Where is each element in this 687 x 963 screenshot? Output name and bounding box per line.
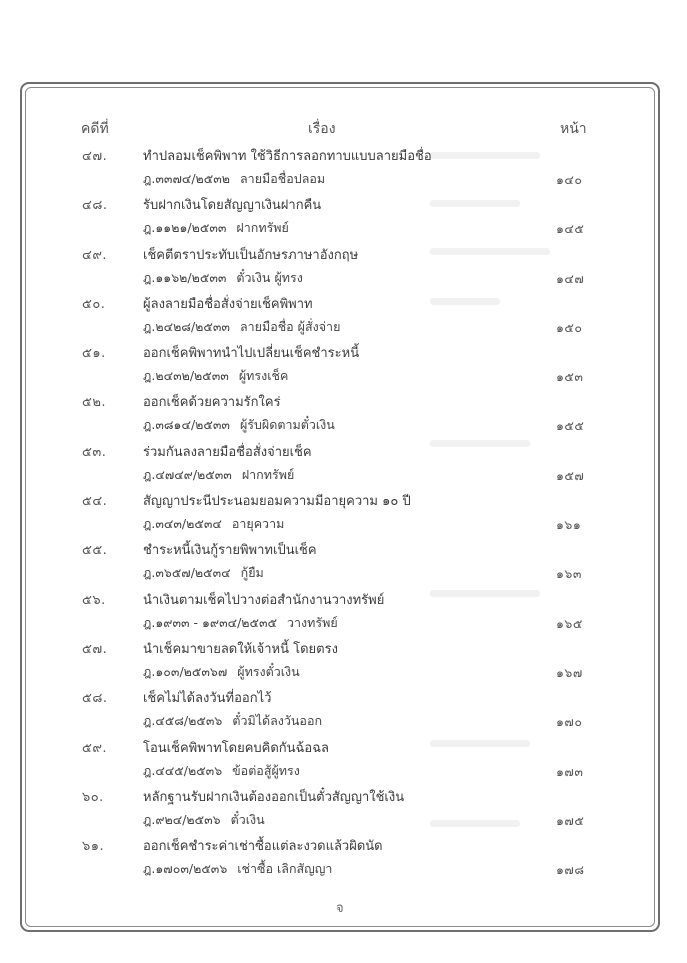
case-keywords: ผู้รับผิดตามตั๋วเงิน: [239, 417, 335, 433]
case-title: ชำระหนี้เงินกู้รายพิพาทเป็นเช็ค: [143, 543, 317, 559]
case-reference: [143, 415, 335, 435]
case-number: ๕๕.: [82, 543, 108, 559]
case-keywords: เช่าซื้อ เลิกสัญญา: [237, 861, 333, 877]
case-reference: [143, 711, 322, 731]
page-number: ๑๗๘: [556, 862, 585, 878]
decision-number: ฎ.๑๑๒๑/๒๕๓๓: [143, 220, 227, 236]
case-keywords: ผู้ทรงตั๋วเงิน: [237, 663, 300, 679]
case-reference: [143, 810, 265, 830]
decision-number: ฎ.๒๔๒๘/๒๕๓๓: [143, 318, 230, 334]
page-number: ๑๔๐: [556, 172, 583, 187]
case-title: หลักฐานรับฝากเงินต้องออกเป็นตั๋วสัญญาใช้เงิน: [143, 789, 405, 805]
toc-header: [0, 118, 687, 140]
case-title: ร่วมกันลงลายมือชื่อสั่งจ่ายเช็ค: [143, 444, 312, 460]
case-title: รับฝากเงินโดยสัญญาเงินฝากคืน: [143, 198, 322, 214]
page-number: ๑๖๗: [556, 664, 583, 680]
case-title: โอนเช็คพิพาทโดยคบคิดกันฉ้อฉล: [143, 740, 330, 756]
page-number: ๑๖๑: [556, 517, 582, 533]
toc-entry: [0, 638, 687, 687]
toc-entry: [0, 244, 687, 293]
toc-entry: [0, 391, 687, 440]
toc-entry: [0, 293, 687, 342]
page-number: ๑๕๓: [556, 369, 584, 385]
case-reference: [143, 613, 338, 633]
case-number: ๔๘.: [82, 198, 108, 214]
toc-entry: [0, 835, 687, 884]
decision-number: ฎ.๑๑๖๒/๒๕๓๓: [143, 269, 227, 285]
case-reference: [143, 218, 289, 238]
toc-entry: [0, 490, 687, 539]
page-number: ๑๕๐: [556, 319, 583, 335]
case-keywords: ผู้ทรงเช็ค: [238, 368, 289, 384]
page-column-header: หน้า: [560, 121, 587, 137]
footer-page-number: จ: [336, 901, 344, 916]
case-reference: [143, 169, 325, 189]
page-number: ๑๔๗: [556, 270, 585, 286]
case-keywords: อายุความ: [231, 516, 285, 532]
case-keywords: ลายมือชื่อปลอม: [240, 171, 326, 186]
case-number: ๔๗.: [82, 149, 108, 164]
case-keywords: วางทรัพย์: [287, 614, 338, 630]
page-number: ๑๕๗: [556, 467, 585, 483]
page-number: ๑๗๕: [556, 812, 585, 828]
case-reference: [143, 317, 340, 337]
decision-number: ฎ.๓๖๕๗/๒๕๓๔: [143, 565, 231, 581]
case-title: ออกเช็คชำระค่าเช่าซื้อแต่ละงวดแล้วผิดนัด: [143, 839, 383, 855]
toc-entries: [0, 145, 687, 884]
case-number: ๕๖.: [82, 592, 106, 608]
case-title: นำเงินตามเช็คไปวางต่อสำนักงานวางทรัพย์: [143, 592, 385, 608]
case-number: ๖๐.: [82, 789, 104, 805]
toc-entry: [0, 786, 687, 835]
toc-entry: [0, 145, 687, 194]
decision-number: ฎ.๑๙๓๓ - ๑๙๓๔/๒๕๓๕: [143, 614, 278, 630]
case-reference: [143, 465, 294, 485]
decision-number: ฎ.๙๒๔/๒๕๓๖: [143, 811, 221, 827]
case-title: ทำปลอมเช็คพิพาท ใช้วิธีการลอกทาบแบบลายมือชื่อ: [143, 149, 432, 164]
case-reference: [143, 859, 332, 879]
case-title: เช็คไม่ได้ลงวันที่ออกไว้: [143, 691, 272, 707]
title-column-header: เรื่อง: [308, 121, 336, 137]
case-title: เช็คตีตราประทับเป็นอักษรภาษาอังกฤษ: [143, 247, 359, 263]
page-number: ๑๗๓: [556, 763, 584, 779]
case-column-header: คดีที่: [81, 121, 109, 137]
case-title: ผู้ลงลายมือชื่อสั่งจ่ายเช็คพิพาท: [143, 296, 313, 312]
case-reference: [143, 761, 300, 781]
case-number: ๕๗.: [82, 641, 108, 657]
case-keywords: ลายมือชื่อ ผู้สั่งจ่าย: [239, 318, 341, 334]
decision-number: ฎ.๑๐๓/๒๕๓๖๗: [143, 663, 228, 679]
toc-entry: [0, 194, 687, 243]
case-title: นำเช็คมาขายลดให้เจ้าหนี้ โดยตรง: [143, 641, 338, 657]
case-reference: [143, 514, 284, 534]
case-reference: [143, 268, 303, 288]
decision-number: ฎ.๔๕๘/๒๕๓๖: [143, 713, 223, 729]
case-title: ออกเช็คด้วยความรักใคร่: [143, 395, 281, 411]
case-number: ๕๙.: [82, 740, 107, 756]
toc-entry: [0, 539, 687, 588]
decision-number: ฎ.๓๓๗๔/๒๕๓๒: [143, 171, 231, 186]
case-title: สัญญาประนีประนอมยอมความมีอายุความ ๑๐ ปี: [143, 494, 411, 510]
case-number: ๖๑.: [82, 839, 105, 855]
toc-entry: [0, 589, 687, 638]
case-keywords: ตั๋วเงิน ผู้ทรง: [236, 269, 303, 285]
case-keywords: ฝากทรัพย์: [241, 466, 295, 482]
case-reference: [143, 563, 264, 583]
decision-number: ฎ.๑๗๐๓/๒๕๓๖: [143, 861, 228, 877]
toc-entry: [0, 441, 687, 490]
case-number: ๕๑.: [82, 346, 106, 362]
case-reference: [143, 366, 288, 386]
decision-number: ฎ.๔๔๕/๒๕๓๖: [143, 762, 223, 778]
decision-number: ฎ.๒๔๓๒/๒๕๓๓: [143, 368, 229, 384]
case-number: ๕๒.: [82, 395, 107, 411]
case-keywords: กู้ยืม: [240, 565, 264, 581]
case-number: ๔๙.: [82, 247, 107, 263]
toc-entry: [0, 342, 687, 391]
page-number: ๑๕๕: [556, 418, 585, 434]
case-number: ๕๔.: [82, 494, 108, 510]
page-number: ๑๖๕: [556, 615, 583, 631]
case-number: ๕๘.: [82, 691, 108, 707]
page-number: ๑๗๐: [556, 714, 583, 730]
case-keywords: ตั๋วเงิน: [230, 811, 265, 827]
decision-number: ฎ.๓๘๑๔/๒๕๓๓: [143, 417, 230, 433]
decision-number: ฎ.๔๗๔๙/๒๕๓๓: [143, 466, 232, 482]
case-keywords: ฝากทรัพย์: [236, 220, 289, 236]
decision-number: ฎ.๓๔๓/๒๕๓๔: [143, 516, 222, 532]
toc-entry: [0, 687, 687, 736]
toc-entry: [0, 737, 687, 786]
case-keywords: ตั๋วมิได้ลงวันออก: [232, 713, 323, 729]
case-title: ออกเช็คพิพาทนำไปเปลี่ยนเช็คชำระหนี้: [143, 346, 360, 362]
case-number: ๕๐.: [82, 296, 106, 312]
page-number: ๑๖๓: [556, 566, 582, 582]
case-reference: [143, 662, 300, 682]
case-keywords: ข้อต่อสู้ผู้ทรง: [232, 762, 300, 778]
page-number: ๑๔๕: [556, 221, 585, 237]
case-number: ๕๓.: [82, 444, 107, 460]
